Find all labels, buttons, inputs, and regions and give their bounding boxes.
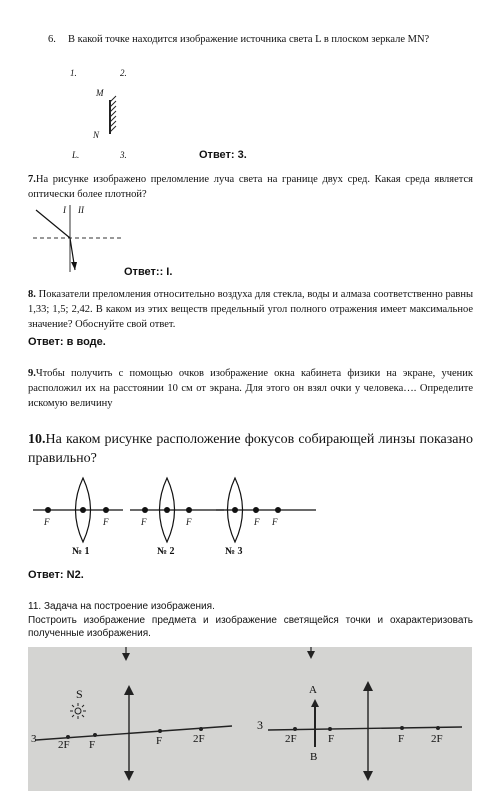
q7-label-i: I [63, 205, 66, 215]
photo-label-s: S [76, 687, 83, 701]
photo-label-f-1: F [89, 739, 96, 751]
q7-answer: Ответ:: I. [124, 266, 173, 278]
fig1-focus-left: F [44, 517, 50, 527]
construction-photo [28, 647, 472, 791]
q10-text: На каком рисунке расположение фокусов собирающей линзы показано правильно? [28, 432, 473, 466]
q7-label-ii: II [78, 205, 84, 215]
q9-number: 9. [28, 368, 36, 379]
fig3-caption: № 3 [225, 546, 243, 557]
q6-point-2: 2. [120, 68, 127, 78]
photo-drawing [28, 647, 472, 791]
photo-label-3-left: 3 [31, 733, 37, 745]
fig2-focus-right: F [186, 517, 192, 527]
q7-number: 7. [28, 174, 36, 185]
photo-label-3-right: 3 [257, 718, 263, 732]
photo-label-2f-2: 2F [193, 733, 205, 745]
lens-figure-3 [216, 478, 316, 542]
photo-label-f-2: F [156, 735, 163, 747]
fig1-focus-right: F [103, 517, 109, 527]
q6-text: В какой точке находится изображение источника света L в плоском зеркале MN? [68, 34, 430, 45]
sun-icon [70, 703, 86, 719]
photo-label-2f-4: 2F [431, 733, 443, 745]
q9-text-block [28, 366, 473, 411]
fig3-focus-2: F [272, 517, 278, 527]
photo-label-b: B [310, 751, 318, 763]
q7-text-block [28, 172, 473, 202]
lens-figure-1 [33, 478, 123, 542]
q6-answer: Ответ: 3. [199, 149, 247, 161]
fig1-caption: № 1 [72, 546, 90, 557]
fig3-focus-1: F [254, 517, 260, 527]
fig2-caption: № 2 [157, 546, 175, 557]
q8-number: 8. [28, 289, 36, 300]
q6-label-n: N [93, 130, 100, 140]
q6-label-m: M [96, 88, 104, 98]
q6-point-3: 3. [120, 150, 127, 160]
q7-text: На рисунке изображено преломление луча света на границе двух сред. Какая среда является оптически более плотной? [28, 174, 473, 200]
q10-answer: Ответ: N2. [28, 569, 84, 581]
photo-label-a: A [309, 684, 317, 696]
q6-number: 6. [48, 34, 56, 45]
q11-text: Построить изображение предмета и изображение светящейся точки и охарактеризовать полученные изображения. [28, 615, 473, 639]
q10-text-block [28, 430, 473, 468]
q8-answer: Ответ: в воде. [28, 336, 106, 348]
photo-label-f-3: F [328, 733, 335, 745]
photo-label-2f-3: 2F [285, 733, 297, 745]
q6-point-l: L. [72, 150, 80, 160]
fig2-focus-left: F [141, 517, 147, 527]
lens-figure-2 [130, 478, 224, 542]
q10-number: 10. [28, 432, 46, 447]
q6-point-1: 1. [70, 68, 77, 78]
q9-text: Чтобы получить с помощью очков изображение окна кабинета физики на экране, ученик расположил их на расстоянии 10 см от экрана. Для этого он взял очки у человека…. Определите искомую величину [28, 368, 473, 409]
photo-label-2f-1: 2F [58, 739, 70, 751]
q8-text-block [28, 287, 473, 332]
q11-title: 11. Задача на построение изображения. [28, 601, 215, 612]
q8-text: Показатели преломления относительно воздуха для стекла, воды и алмаза соответственно равны 1,33; 1,5; 2,42. В каком из этих веществ предельный угол полного отражения имеет максимальное значение? Обоснуйте свой ответ. [28, 289, 474, 330]
mirror-MN [110, 96, 116, 134]
photo-label-f-4: F [398, 733, 405, 745]
